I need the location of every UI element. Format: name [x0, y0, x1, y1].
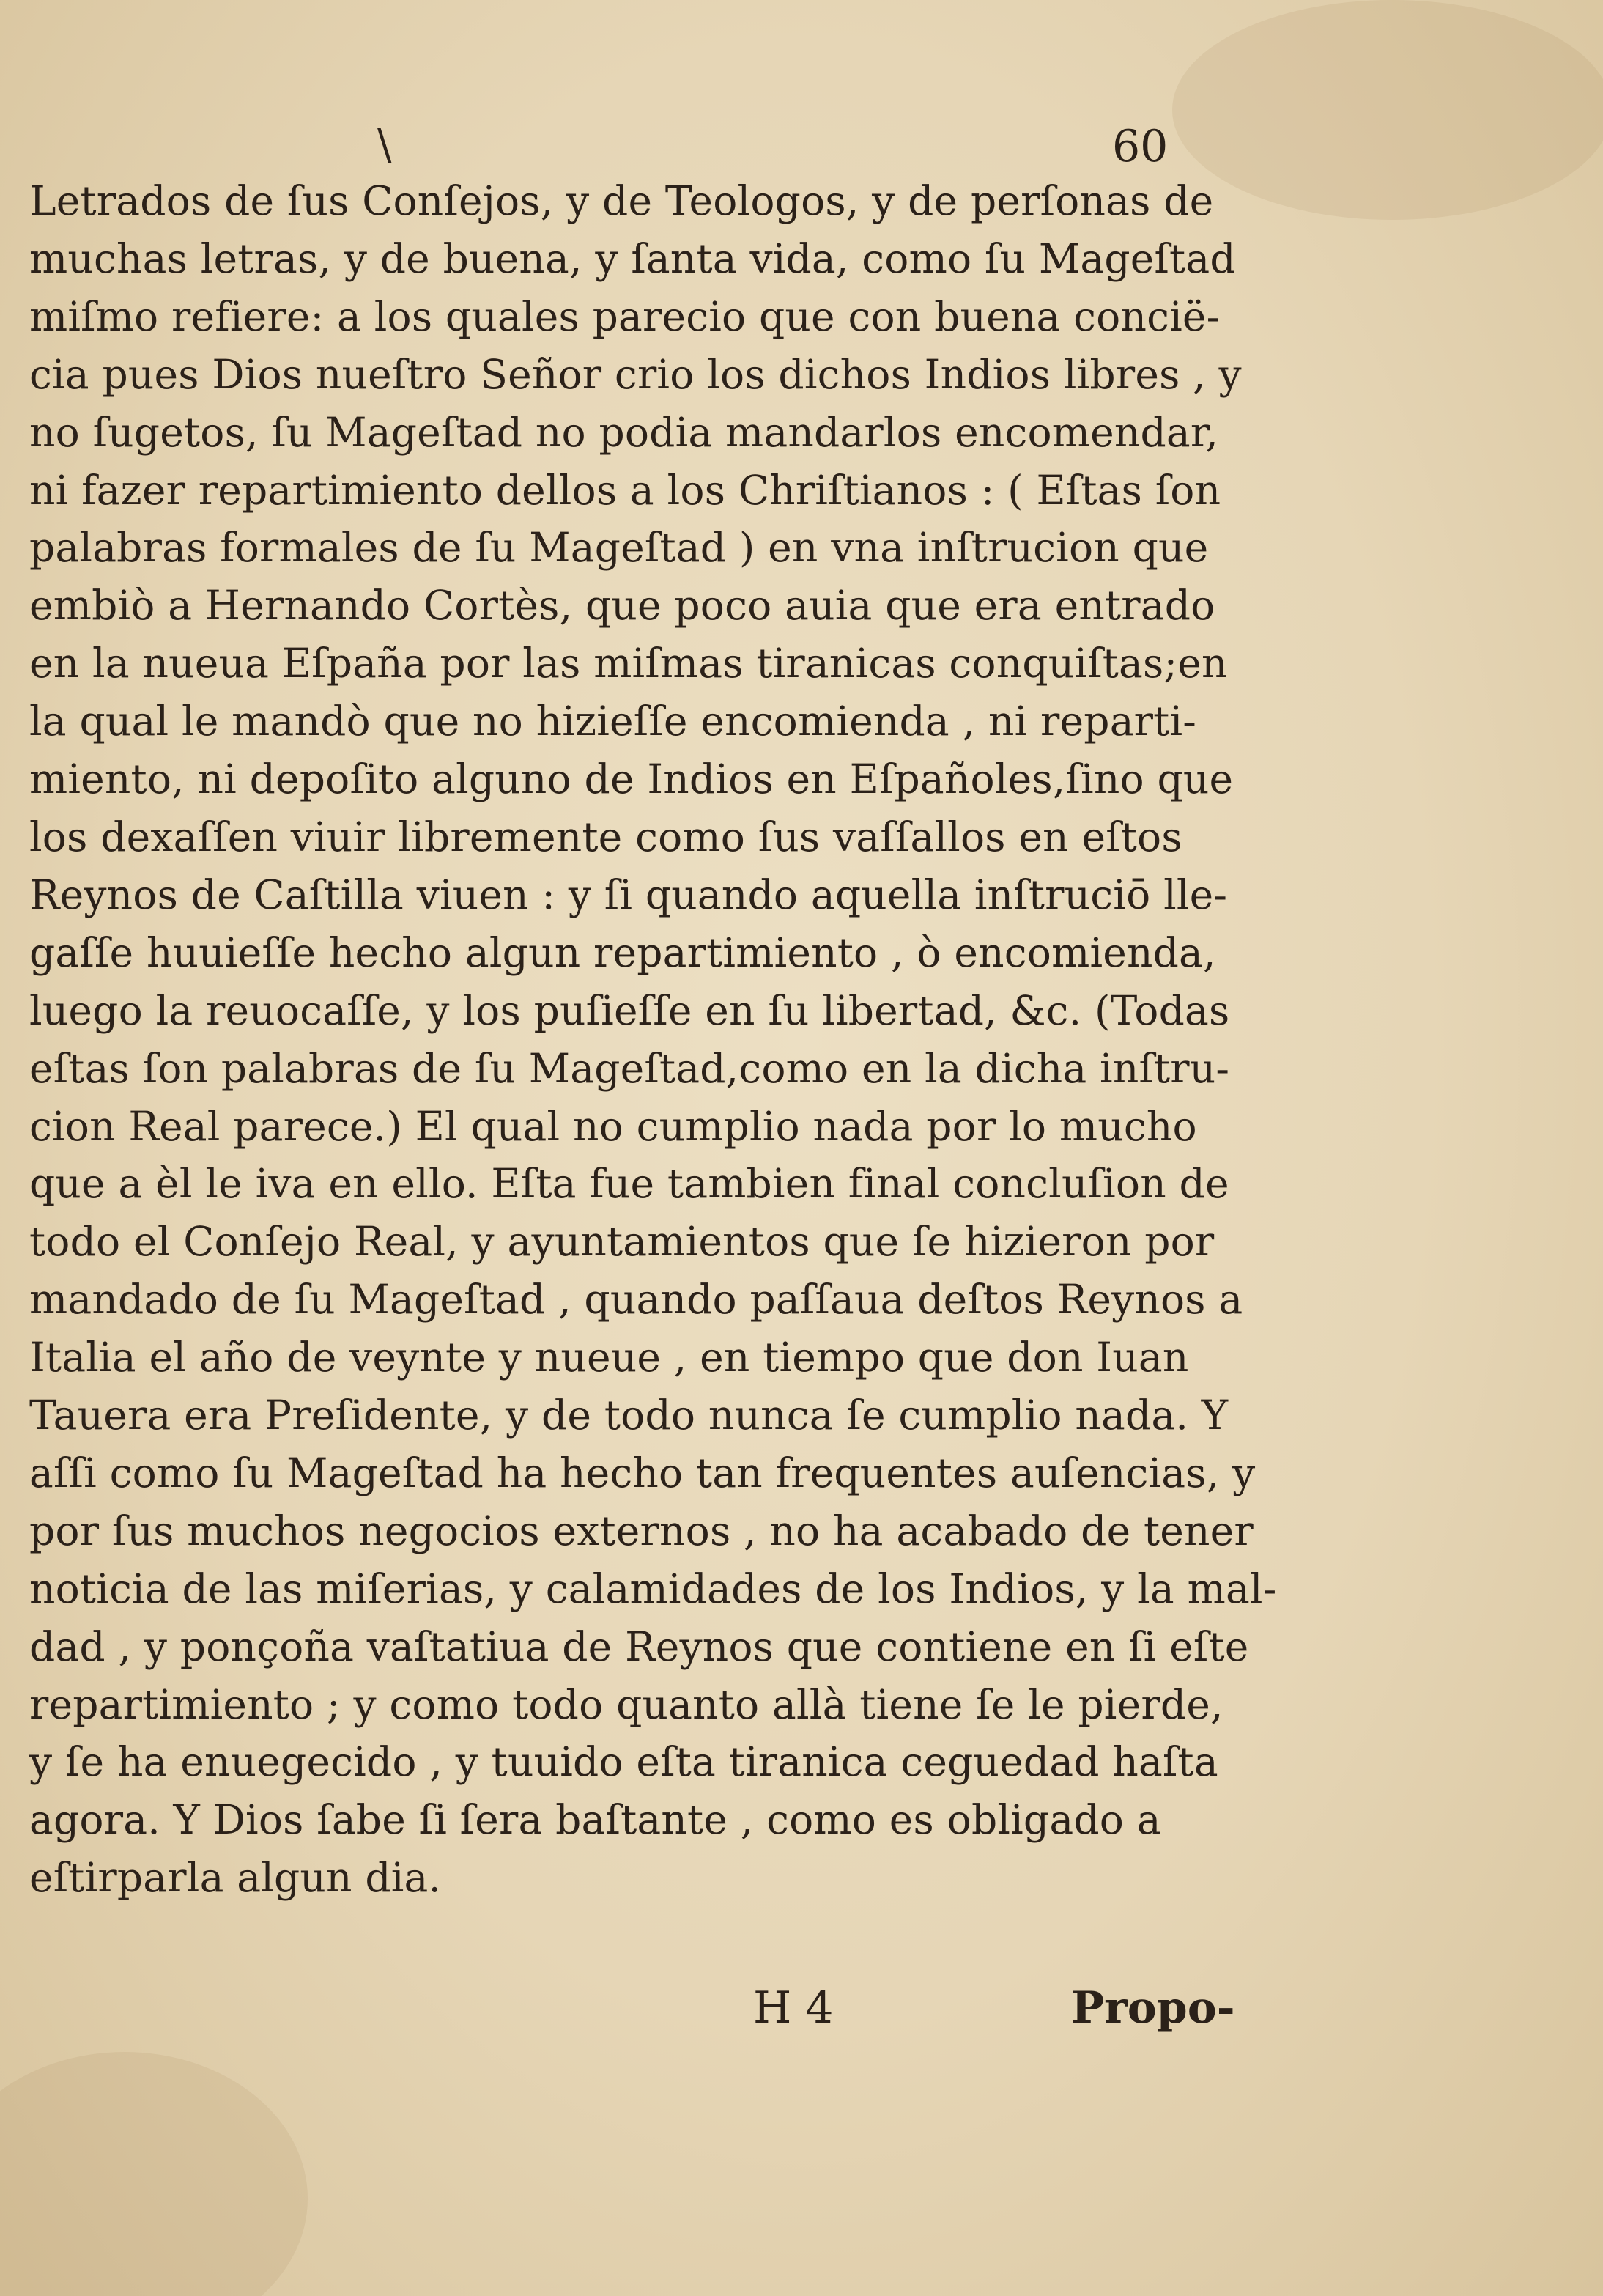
text-line: por ſus muchos negocios externos , no ha acabado de tener — [29, 1507, 1254, 1554]
catchword: Propo- — [1071, 1982, 1235, 2034]
text-line: la qual le mandò que no hizieſſe encomienda , ni reparti- — [29, 698, 1197, 745]
paper-stain — [0, 2052, 308, 2296]
body-text — [29, 172, 1277, 1907]
text-line: y ſe ha enuegecido , y tuuido eſta tiranica ceguedad haſta — [29, 1738, 1218, 1786]
text-line: eſtas ſon palabras de ſu Mageſtad,como en la dicha inſtru- — [29, 1044, 1230, 1092]
text-line: miento, ni depoſito alguno de Indios en Eſpañoles,ſino que — [29, 756, 1234, 803]
text-line: palabras formales de ſu Mageſtad ) en vna inſtrucion que — [29, 524, 1209, 572]
text-line: muchas letras, y de buena, y ſanta vida, como ſu Mageſtad — [29, 235, 1236, 282]
text-line: repartimiento ; y como todo quanto allà tiene ſe le pierde, — [29, 1680, 1223, 1728]
text-line: Letrados de ſus Conſejos, y de Teologos, y de perſonas de — [29, 177, 1214, 224]
text-line: que a èl le iva en ello. Eſta fue tambien final concluſion de — [29, 1160, 1229, 1208]
text-line: luego la reuocaſſe, y los puſieſſe en ſu libertad, &c. (Todas — [29, 986, 1230, 1034]
text-line: dad , y ponçoña vaſtatiua de Reynos que contiene en ſi eſte — [29, 1623, 1249, 1670]
text-line: Reynos de Caſtilla viuen : y ſi quando aquella inſtruciō lle- — [29, 871, 1228, 918]
text-line: en la nueua Eſpaña por las miſmas tiranicas conquiſtas;en — [29, 640, 1228, 687]
text-line: ni fazer repartimiento dellos a los Chriſtianos : ( Eſtas ſon — [29, 466, 1221, 514]
text-line: Italia el año de veynte y nueue , en tiempo que don Iuan — [29, 1334, 1189, 1381]
text-line: mandado de ſu Mageſtad , quando paſſaua deſtos Reynos a — [29, 1276, 1243, 1324]
text-line: cion Real parece.) El qual no cumplio nada por lo mucho — [29, 1102, 1197, 1150]
text-line: los dexaſſen viuir libremente como ſus vaſſallos en eſtos — [29, 813, 1182, 860]
folio-number: 60 — [1112, 121, 1169, 172]
text-line: cia pues Dios nueſtro Señor crio los dichos Indios libres , y — [29, 350, 1242, 398]
signature-mark: H 4 — [753, 1982, 834, 2034]
page-footer — [0, 1982, 1603, 2052]
text-line: embiò a Hernando Cortès, que poco auia que era entrado — [29, 582, 1215, 630]
text-line: Tauera era Preſidente, y de todo nunca ſe cumplio nada. Y — [29, 1392, 1229, 1439]
text-line: gaſſe huuieſſe hecho algun repartimiento , ò encomienda, — [29, 929, 1216, 976]
marginal-mark: \ — [377, 119, 392, 169]
text-line: eſtirparla algun dia. — [29, 1854, 442, 1902]
text-line: miſmo refiere: a los quales parecio que con buena concië- — [29, 292, 1221, 340]
text-line: noticia de las miſerias, y calamidades de los Indios, y la mal- — [29, 1565, 1277, 1612]
text-line: no ſugetos, ſu Mageſtad no podia mandarlos encomendar, — [29, 408, 1219, 456]
text-line: aſſi como ſu Mageſtad ha hecho tan frequentes auſencias, y — [29, 1449, 1256, 1496]
text-line: agora. Y Dios ſabe ſi ſera baſtante , como es obligado a — [29, 1796, 1161, 1844]
text-line: todo el Conſejo Real, y ayuntamientos que ſe hizieron por — [29, 1218, 1215, 1266]
